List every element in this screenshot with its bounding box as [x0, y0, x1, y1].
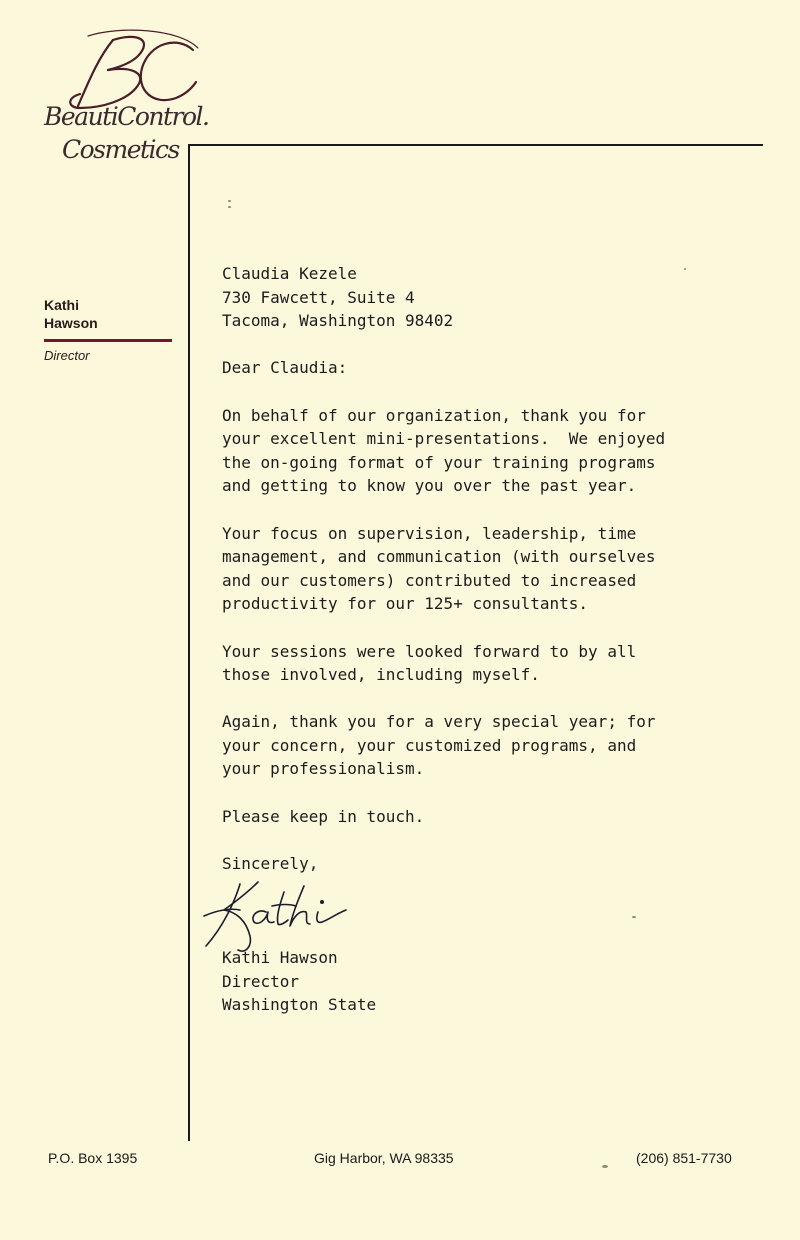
paragraph-1-line-4: and getting to know you over the past year. — [222, 476, 637, 496]
paragraph-4-line-2: your concern, your customized programs, and — [222, 735, 637, 755]
paragraph-2-line-3: and our customers) contributed to increased — [222, 570, 637, 590]
paragraph-1-line-3: the on-going format of your training programs — [222, 452, 656, 472]
sidebar-last-name: Hawson — [44, 315, 98, 331]
paragraph-3-line-2: those involved, including myself. — [222, 665, 540, 685]
footer-city: Gig Harbor, WA 98335 — [314, 1150, 454, 1166]
paper-speck — [228, 200, 231, 202]
footer-phone: (206) 851-7730 — [636, 1150, 732, 1166]
paper-speck — [602, 1165, 608, 1168]
brand-name-line1: BeautiControl. — [44, 102, 209, 131]
sidebar-name — [44, 296, 98, 332]
sidebar-first-name: Kathi — [44, 297, 79, 313]
paragraph-3-line-1: Your sessions were looked forward to by all — [222, 641, 637, 661]
recipient-name: Claudia Kezele — [222, 264, 357, 283]
paragraph-1-line-2: your excellent mini-presentations. We enjoyed — [222, 429, 666, 449]
recipient-address-line1: 730 Fawcett, Suite 4 — [222, 287, 415, 307]
signer-region: Washington State — [222, 995, 377, 1015]
paragraph-4-line-3: your professionalism. — [222, 759, 425, 779]
salutation: Dear Claudia: — [222, 358, 348, 378]
sidebar-divider — [44, 339, 172, 342]
paper-speck — [228, 206, 231, 208]
paragraph-2-line-1: Your focus on supervision, leadership, time — [222, 523, 637, 543]
paragraph-5-line-1: Please keep in touch. — [222, 806, 425, 826]
closing: Sincerely, — [222, 853, 319, 873]
footer-po-box: P.O. Box 1395 — [48, 1150, 138, 1166]
recipient-address-line2: Tacoma, Washington 98402 — [222, 311, 454, 331]
signer-name: Kathi Hawson — [222, 948, 338, 968]
handwritten-signature — [200, 876, 360, 956]
paragraph-4-line-1: Again, thank you for a very special year; for — [222, 712, 656, 732]
paper-speck — [684, 268, 686, 270]
paragraph-1-line-1: On behalf of our organization, thank you for — [222, 405, 646, 425]
frame-top-rule — [188, 144, 763, 146]
brand-name-line2: Cosmetics — [62, 135, 179, 164]
frame-left-rule — [188, 144, 190, 1141]
paper-speck — [632, 916, 636, 918]
paragraph-2-line-4: productivity for our 125+ consultants. — [222, 594, 589, 614]
sidebar-title: Director — [44, 348, 90, 363]
signer-title: Director — [222, 971, 300, 991]
paragraph-2-line-2: management, and communication (with ourselves — [222, 547, 656, 567]
letterhead-logo — [36, 28, 209, 168]
